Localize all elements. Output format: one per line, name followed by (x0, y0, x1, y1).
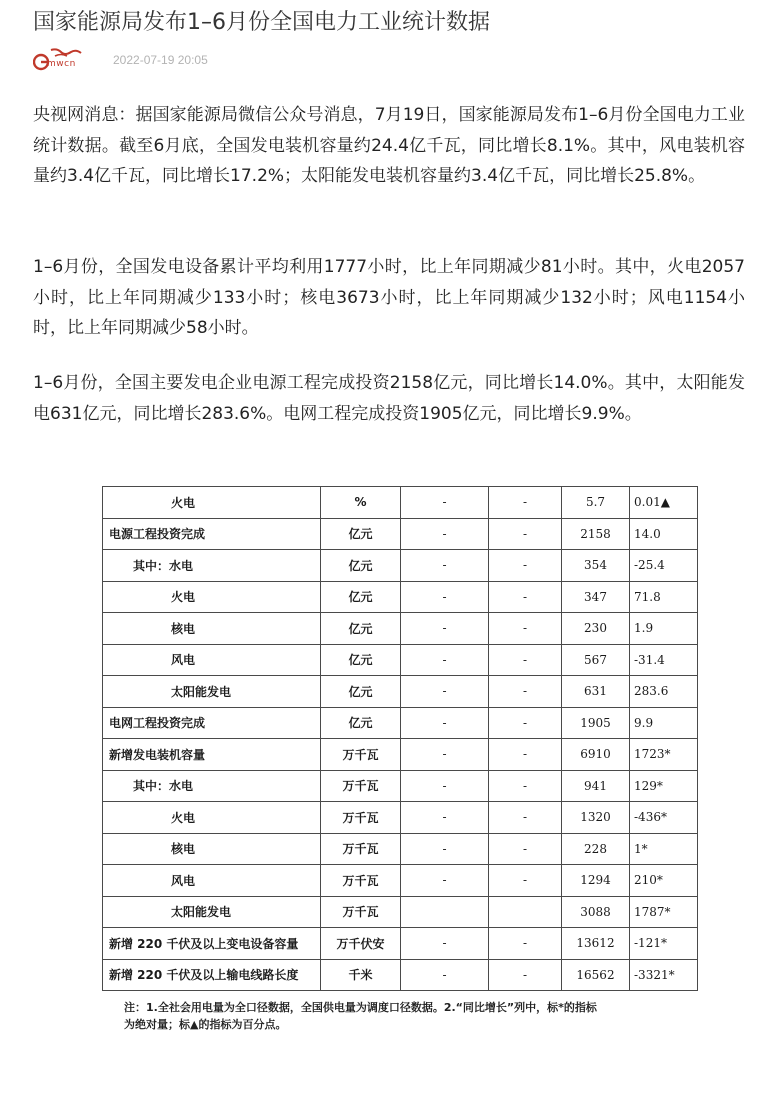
row-yoy-cell: -3321* (630, 959, 698, 991)
row-col3-cell: - (401, 487, 489, 519)
row-col4-cell: - (489, 613, 562, 645)
row-yoy-cell: 14.0 (630, 518, 698, 550)
row-unit-cell: 万千瓦 (321, 896, 401, 928)
row-value-cell: 354 (562, 550, 630, 582)
row-col4-cell: - (489, 739, 562, 771)
table-row (103, 487, 698, 519)
row-unit-cell: % (321, 487, 401, 519)
table-row (103, 928, 698, 960)
table-note-line-1: 注：1.全社会用电量为全口径数据，全国供电量为调度口径数据。2.“同比增长”列中，标*的指标 (124, 1001, 597, 1014)
row-yoy-cell: 129* (630, 770, 698, 802)
row-col4-cell: - (489, 550, 562, 582)
row-name-cell: 新增发电装机容量 (103, 739, 321, 771)
row-col3-cell: - (401, 644, 489, 676)
row-yoy-cell: -436* (630, 802, 698, 834)
table-row (103, 613, 698, 645)
row-unit-cell: 万千伏安 (321, 928, 401, 960)
row-name-cell: 核电 (103, 833, 321, 865)
row-yoy-cell: -121* (630, 928, 698, 960)
row-yoy-cell: -31.4 (630, 644, 698, 676)
row-col3-cell: - (401, 707, 489, 739)
row-name-cell: 太阳能发电 (103, 896, 321, 928)
stats-table-image (102, 486, 675, 1033)
row-name-cell: 太阳能发电 (103, 676, 321, 708)
row-col4-cell: - (489, 802, 562, 834)
row-name-cell: 核电 (103, 613, 321, 645)
row-value-cell: 6910 (562, 739, 630, 771)
row-yoy-cell: 0.01▲ (630, 487, 698, 519)
source-logo[interactable] (33, 47, 103, 73)
row-yoy-cell: 210* (630, 865, 698, 897)
row-col3-cell: - (401, 928, 489, 960)
row-col3-cell: - (401, 613, 489, 645)
row-unit-cell: 万千瓦 (321, 802, 401, 834)
paragraph-2: 1–6月份，全国发电设备累计平均利用1777小时，比上年同期减少81小时。其中，火电2057小时，比上年同期减少133小时；核电3673小时，比上年同期减少132小时；风电1154小时，比上年同期减少58小时。 (33, 257, 745, 338)
row-value-cell: 1320 (562, 802, 630, 834)
paragraph-1: 央视网消息：据国家能源局微信公众号消息，7月19日，国家能源局发布1–6月份全国电力工业统计数据。截至6月底，全国发电装机容量约24.4亿千瓦，同比增长8.1%。其中，风电装机容量约3.4亿千瓦，同比增长17.2%；太阳能发电装机容量约3.4亿千瓦，同比增长25.8%。 (33, 105, 745, 186)
row-yoy-cell: 1.9 (630, 613, 698, 645)
row-unit-cell: 亿元 (321, 518, 401, 550)
row-col3-cell: - (401, 833, 489, 865)
row-unit-cell: 亿元 (321, 613, 401, 645)
row-unit-cell: 亿元 (321, 550, 401, 582)
table-note (124, 999, 664, 1033)
row-value-cell: 3088 (562, 896, 630, 928)
table-row (103, 865, 698, 897)
row-unit-cell: 万千瓦 (321, 833, 401, 865)
row-unit-cell: 亿元 (321, 676, 401, 708)
row-yoy-cell: 1787* (630, 896, 698, 928)
row-name-cell: 风电 (103, 865, 321, 897)
row-unit-cell: 亿元 (321, 644, 401, 676)
row-col4-cell: - (489, 959, 562, 991)
row-unit-cell: 千米 (321, 959, 401, 991)
row-col3-cell: - (401, 865, 489, 897)
row-unit-cell: 亿元 (321, 581, 401, 613)
row-name-cell: 新增 220 千伏及以上变电设备容量 (103, 928, 321, 960)
row-value-cell: 1905 (562, 707, 630, 739)
row-name-cell: 火电 (103, 802, 321, 834)
article-meta (33, 46, 208, 74)
table-note-line-2: 为绝对量；标▲的指标为百分点。 (124, 1018, 287, 1031)
row-col3-cell: - (401, 676, 489, 708)
row-value-cell: 567 (562, 644, 630, 676)
table-row (103, 833, 698, 865)
table-row (103, 802, 698, 834)
row-col3-cell: - (401, 518, 489, 550)
row-unit-cell: 万千瓦 (321, 770, 401, 802)
row-value-cell: 2158 (562, 518, 630, 550)
source-logo-text: mwcn (47, 59, 76, 69)
table-row (103, 550, 698, 582)
row-col3-cell: - (401, 770, 489, 802)
row-col4-cell: - (489, 770, 562, 802)
row-col4-cell: - (489, 644, 562, 676)
row-value-cell: 16562 (562, 959, 630, 991)
row-col3-cell: - (401, 581, 489, 613)
row-yoy-cell: 1723* (630, 739, 698, 771)
row-value-cell: 347 (562, 581, 630, 613)
row-col3-cell: - (401, 550, 489, 582)
row-col4-cell: - (489, 928, 562, 960)
table-row (103, 739, 698, 771)
row-yoy-cell: -25.4 (630, 550, 698, 582)
row-yoy-cell: 71.8 (630, 581, 698, 613)
row-value-cell: 13612 (562, 928, 630, 960)
table-row (103, 959, 698, 991)
stats-table (102, 486, 698, 991)
row-value-cell: 228 (562, 833, 630, 865)
row-name-cell: 新增 220 千伏及以上输电线路长度 (103, 959, 321, 991)
row-name-cell: 电源工程投资完成 (103, 518, 321, 550)
row-col3-cell: - (401, 739, 489, 771)
paragraph-3: 1–6月份，全国主要发电企业电源工程完成投资2158亿元，同比增长14.0%。其中，太阳能发电631亿元，同比增长283.6%。电网工程完成投资1905亿元，同比增长9.9%。 (33, 373, 745, 424)
row-value-cell: 1294 (562, 865, 630, 897)
table-row (103, 770, 698, 802)
table-row (103, 581, 698, 613)
row-unit-cell: 万千瓦 (321, 865, 401, 897)
row-unit-cell: 万千瓦 (321, 739, 401, 771)
stats-table-body (103, 487, 698, 991)
row-col4-cell: - (489, 833, 562, 865)
row-col4-cell: - (489, 865, 562, 897)
row-value-cell: 230 (562, 613, 630, 645)
row-col4-cell: - (489, 707, 562, 739)
row-unit-cell: 亿元 (321, 707, 401, 739)
table-row (103, 896, 698, 928)
article-title: 国家能源局发布1–6月份全国电力工业统计数据 (33, 10, 490, 35)
row-name-cell: 火电 (103, 581, 321, 613)
row-name-cell: 风电 (103, 644, 321, 676)
publish-date: 2022-07-19 20:05 (113, 53, 208, 67)
row-name-cell: 电网工程投资完成 (103, 707, 321, 739)
row-name-cell: 其中：水电 (103, 770, 321, 802)
row-col4-cell: - (489, 487, 562, 519)
row-col4-cell: - (489, 581, 562, 613)
row-name-cell: 其中：水电 (103, 550, 321, 582)
row-col4-cell: - (489, 518, 562, 550)
row-yoy-cell: 1* (630, 833, 698, 865)
row-value-cell: 941 (562, 770, 630, 802)
table-row (103, 644, 698, 676)
row-value-cell: 5.7 (562, 487, 630, 519)
row-col3-cell (401, 896, 489, 928)
row-yoy-cell: 283.6 (630, 676, 698, 708)
row-col3-cell: - (401, 802, 489, 834)
row-yoy-cell: 9.9 (630, 707, 698, 739)
table-row (103, 676, 698, 708)
row-name-cell: 火电 (103, 487, 321, 519)
row-col4-cell (489, 896, 562, 928)
table-row (103, 707, 698, 739)
row-col3-cell: - (401, 959, 489, 991)
row-value-cell: 631 (562, 676, 630, 708)
table-row (103, 518, 698, 550)
row-col4-cell: - (489, 676, 562, 708)
